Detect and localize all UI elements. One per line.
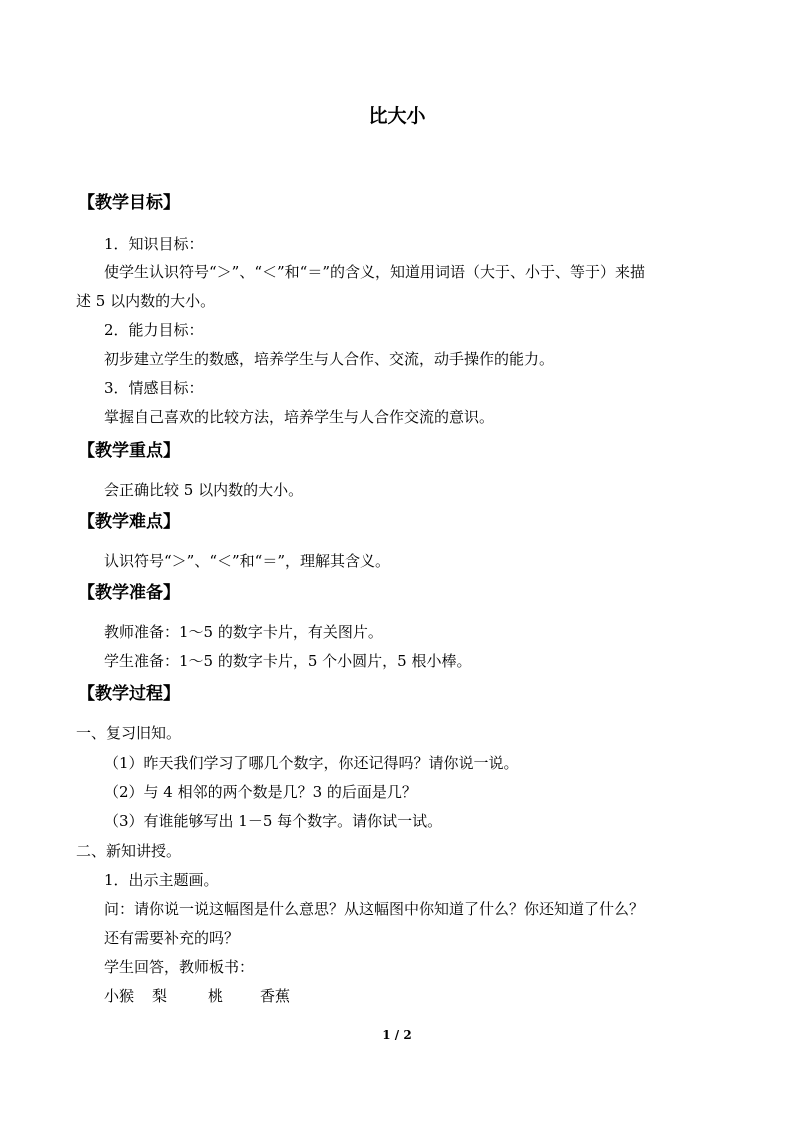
emotion-objective-label: 3．情感目标：	[104, 379, 204, 397]
board-item: 桃	[208, 987, 224, 1005]
difficulties-text: 认识符号“＞”、“＜”和“＝”，理解其含义。	[104, 552, 391, 570]
knowledge-objective-text-1: 使学生认识符号“＞”、“＜”和“＝”的含义，知道用词语（大于、小于、等于）来描	[104, 263, 646, 281]
board-item: 小猴	[104, 987, 135, 1005]
ability-objective-label: 2．能力目标：	[104, 321, 204, 339]
board-item: 梨	[152, 987, 168, 1005]
review-label: 一、复习旧知。	[76, 724, 182, 742]
step-1-label: 1．出示主题画。	[104, 871, 219, 889]
knowledge-objective-label: 1．知识目标：	[104, 235, 204, 253]
ability-objective-text: 初步建立学生的数感，培养学生与人合作、交流，动手操作的能力。	[104, 350, 555, 368]
key-points-text: 会正确比较 5 以内数的大小。	[104, 481, 304, 499]
review-question-2: （2）与 4 相邻的两个数是几？3 的后面是几？	[104, 783, 417, 801]
document-title: 比大小	[368, 105, 426, 127]
knowledge-objective-text-2: 述 5 以内数的大小。	[76, 292, 216, 310]
heading-process: 【教学过程】	[78, 684, 180, 704]
heading-difficulties: 【教学难点】	[78, 512, 180, 532]
review-question-3: （3）有谁能够写出 1－5 每个数字。请你试一试。	[104, 812, 443, 830]
question-text-1: 问：请你说一说这幅图是什么意思？从这幅图中你知道了什么？你还知道了什么？	[104, 900, 645, 918]
board-items-row	[104, 985, 794, 1007]
review-question-1: （1）昨天我们学习了哪几个数字，你还记得吗？请你说一说。	[104, 754, 519, 772]
student-preparation: 学生准备：1～5 的数字卡片，5 个小圆片，5 根小棒。	[104, 652, 472, 670]
heading-preparation: 【教学准备】	[78, 583, 180, 603]
emotion-objective-text: 掌握自己喜欢的比较方法，培养学生与人合作交流的意识。	[104, 408, 495, 426]
heading-key-points: 【教学重点】	[78, 441, 180, 461]
page-number: 1 / 2	[382, 1028, 412, 1042]
new-knowledge-label: 二、新知讲授。	[76, 842, 182, 860]
question-text-2: 还有需要补充的吗？	[104, 929, 240, 947]
board-item: 香蕉	[260, 987, 291, 1005]
answer-intro: 学生回答，教师板书：	[104, 958, 255, 976]
teacher-preparation: 教师准备：1～5 的数字卡片，有关图片。	[104, 623, 383, 641]
heading-objectives: 【教学目标】	[78, 193, 180, 213]
